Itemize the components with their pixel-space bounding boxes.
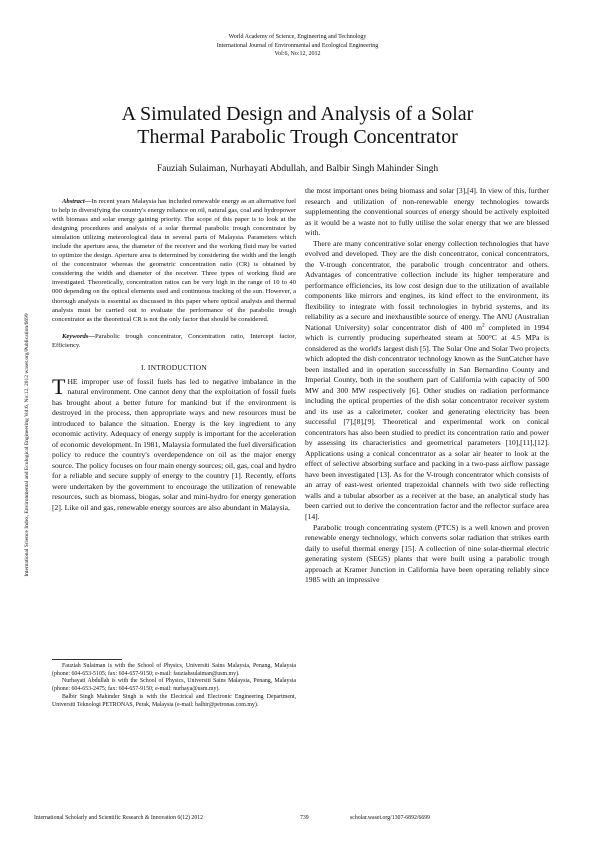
- squared-superscript: 2: [482, 323, 485, 329]
- title-line-2: Thermal Parabolic Trough Concentrator: [137, 126, 458, 148]
- right-paragraph-1: the most important ones being biomass and solar [3],[4]. In view of this, further research and utilization of non-renewable energy technologies towards supplementing the conventional sources of energy should be actively exploited as it would be a waste not to fully utilise the solar energy that we are blessed with.: [305, 186, 549, 238]
- abstract: [52, 197, 296, 324]
- footnote-1: Fauziah Sulaiman is with the School of Physics, Universiti Sains Malaysia, Penang, Malaysia (phone: 604-653-5105; fax: 604-657-9150; e-mail: fauziahsulaiman@usm.my).: [52, 663, 296, 677]
- section-heading-introduction: I. INTRODUCTION: [141, 362, 207, 372]
- paper-title: [40, 103, 555, 149]
- author-list: Fauziah Sulaiman, Nurhayati Abdullah, and Balbir Singh Mahinder Singh: [156, 164, 439, 174]
- author-footnotes: [52, 659, 296, 709]
- right-paragraph-2a: There are many concentrative solar energy collection technologies that have evolved and developed. They are the dish concentrator, conical concentrators, the V-trough concentrator, the parabolic trough concentrator and others. Advantages of concentrative collection include its higher temperature and performance efficiencies, its low cost design due to the utilization of available components like mirrors and engines, its kind effect to the environment, its flexibility to integrate with fossil technologies in hybrid systems, and its reliability as a secure and inexhaustible source of energy. The ANU (Australian National University) solar concentrator dish of 400 m: [305, 238, 549, 332]
- header-line-1: World Academy of Science, Engineering and Technology: [228, 34, 367, 40]
- right-column: [305, 186, 549, 586]
- journal-header: [0, 33, 595, 59]
- abstract-text: In recent years Malaysia has included renewable energy as an alternative fuel to help in diversifying the country's energy reliance on oil, natural gas, coal and hydropower with biomass and solar energy gaining priority. The scope of this paper is to look at the designing procedures and analysis of a solar thermal parabolic trough concentrator by simulation utilizing meteorological data in several parts of Malaysia. Parameters which include the aperture area, the diameter of the receiver and the working fluid may be varied to optimize the design. Aperture area is determined by considering the width and the length of the concentrator whereas the geometric concentration ratio (CR) is obtained by considering the width and diameter of the receiver. Three types of working fluid are investigated. Theoretically, concentration ratios can be very high in the range of 10 to 40 000 depending on the optical elements used and continuous tracking of the sun. However, a thorough analysis is essential as discussed in this paper where optical analysis and thermal analysis must be carried out to evaluate the performance of the parabolic trough concentrator as the theoretical CR is not the only factor that should be considered.: [52, 198, 296, 323]
- right-paragraph-3: Parabolic trough concentrating system (PTCS) is a well known and proven renewable energy technology, which converts solar radiation that strikes earth daily to useful thermal energy [15]. A collection of nine solar-thermal electric generating system (SEGS) plants that were built using a parabolic trough approach at Kramer Junction in California have been operating reliably since 1985 with an impressive: [305, 522, 549, 585]
- keywords-text: Parabolic trough concentrator, Concentration ratio, Intercept factor, Efficiency.: [52, 332, 296, 349]
- right-paragraph-2b: completed in 1994 which is currently producing superheated steam at 500°C at 4.5 MPa is considered as the world's largest dish [5]. The Solar One and Solar Two projects which adopted the dish concentrator technology known as the SunCatcher have been installed and in operation successfully in San Bernardino County and Imperial County, both in the southern part of California with capacity of 500 MW and 300 MW respectively [6]. Other studies on radiation performance including the optical properties of the dish solar concentrator receiver system and its use as a calorimeter, cooker and generating electricity has been successful [7],[8],[9]. Theoretical and experimental work on conical concentrators has also been studied to predict its concentration ratio and power by assessing its characteristics and geometrical parameters [10],[11],[12]. Applications using a conical concentrator as a solar air heater to look at the effect of selective absorbing surface and packing in a two-pass airflow passage have been investigated [13]. As for the V-trough concentrator which consists of an array of east-west oriented trapezoidal channels with two side reflecting walls and a tubular absorber as a receiver at the base, an analytical study has been carried out to derive the concentration factor and the reflector surface area [14].: [305, 322, 549, 521]
- side-citation-text: International Science Index, Environmental and Ecological Engineering Vol:6, No:12, 2012 waset.org/Publication/6699: [24, 313, 30, 577]
- intro-text: HE improper use of fossil fuels has led to negative imbalance in the natural environment. One cannot deny that the exploitation of fossil fuels has brought about a better future for mankind but if the environment is destroyed in the process, then appropriate ways and new resources must be introduced to balance the situation. Energy is the key ingredient to any economic activity. Adequacy of energy supply is important for the acceleration of economic development. In 1981, Malaysia formulated the fuel diversification policy to reduce the country's overdependence on oil as the major energy source. The policy focuses on four main energy sources; oil, gas, coal and hydro for a reliable and secure supply of energy to the country [1]. Recently, efforts were undertaken by the government to encourage the utilization of renewable resources, such as biomass, biogas, solar and mini-hydro for energy generation [2]. Like oil and gas, renewable energy sources are also abundant in Malaysia,: [52, 376, 296, 512]
- footnote-divider: [52, 659, 122, 660]
- footer-link[interactable]: scholar.waset.org/1307-6892/6699: [350, 815, 431, 821]
- footer-journal: International Scholarly and Scientific Research & Innovation 6(12) 2012: [34, 815, 204, 821]
- side-citation: [22, 120, 32, 770]
- page-number: 739: [300, 815, 309, 821]
- header-line-3: Vol:6, No:12, 2012: [274, 51, 321, 57]
- right-paragraph-2: [305, 239, 549, 523]
- footnote-3: Balbir Singh Mahinder Singh is with the Electrical and Electronic Engineering Department, Universiti Teknologi PETRONAS, Perak, Malaysia (e-mail: balbir@petronas.com.my).: [52, 693, 296, 708]
- header-line-2: International Journal of Environmental and Ecological Engineering: [216, 42, 379, 49]
- footnote-2: Nurhayati Abdullah is with the School of Physics, Universiti Sains Malaysia, Penang, Malaysia (phone: 604-653-2475; fax: 604-657-9150; e-mail: nurhaya@usm.my).: [52, 678, 296, 693]
- keywords: [52, 332, 296, 350]
- title-line-1: A Simulated Design and Analysis of a Solar: [121, 103, 474, 125]
- left-column: [52, 197, 296, 513]
- intro-paragraph: [52, 373, 296, 514]
- drop-cap: T: [52, 373, 66, 399]
- keywords-label: Keywords—: [62, 332, 95, 340]
- abstract-label: Abstract—: [62, 198, 92, 205]
